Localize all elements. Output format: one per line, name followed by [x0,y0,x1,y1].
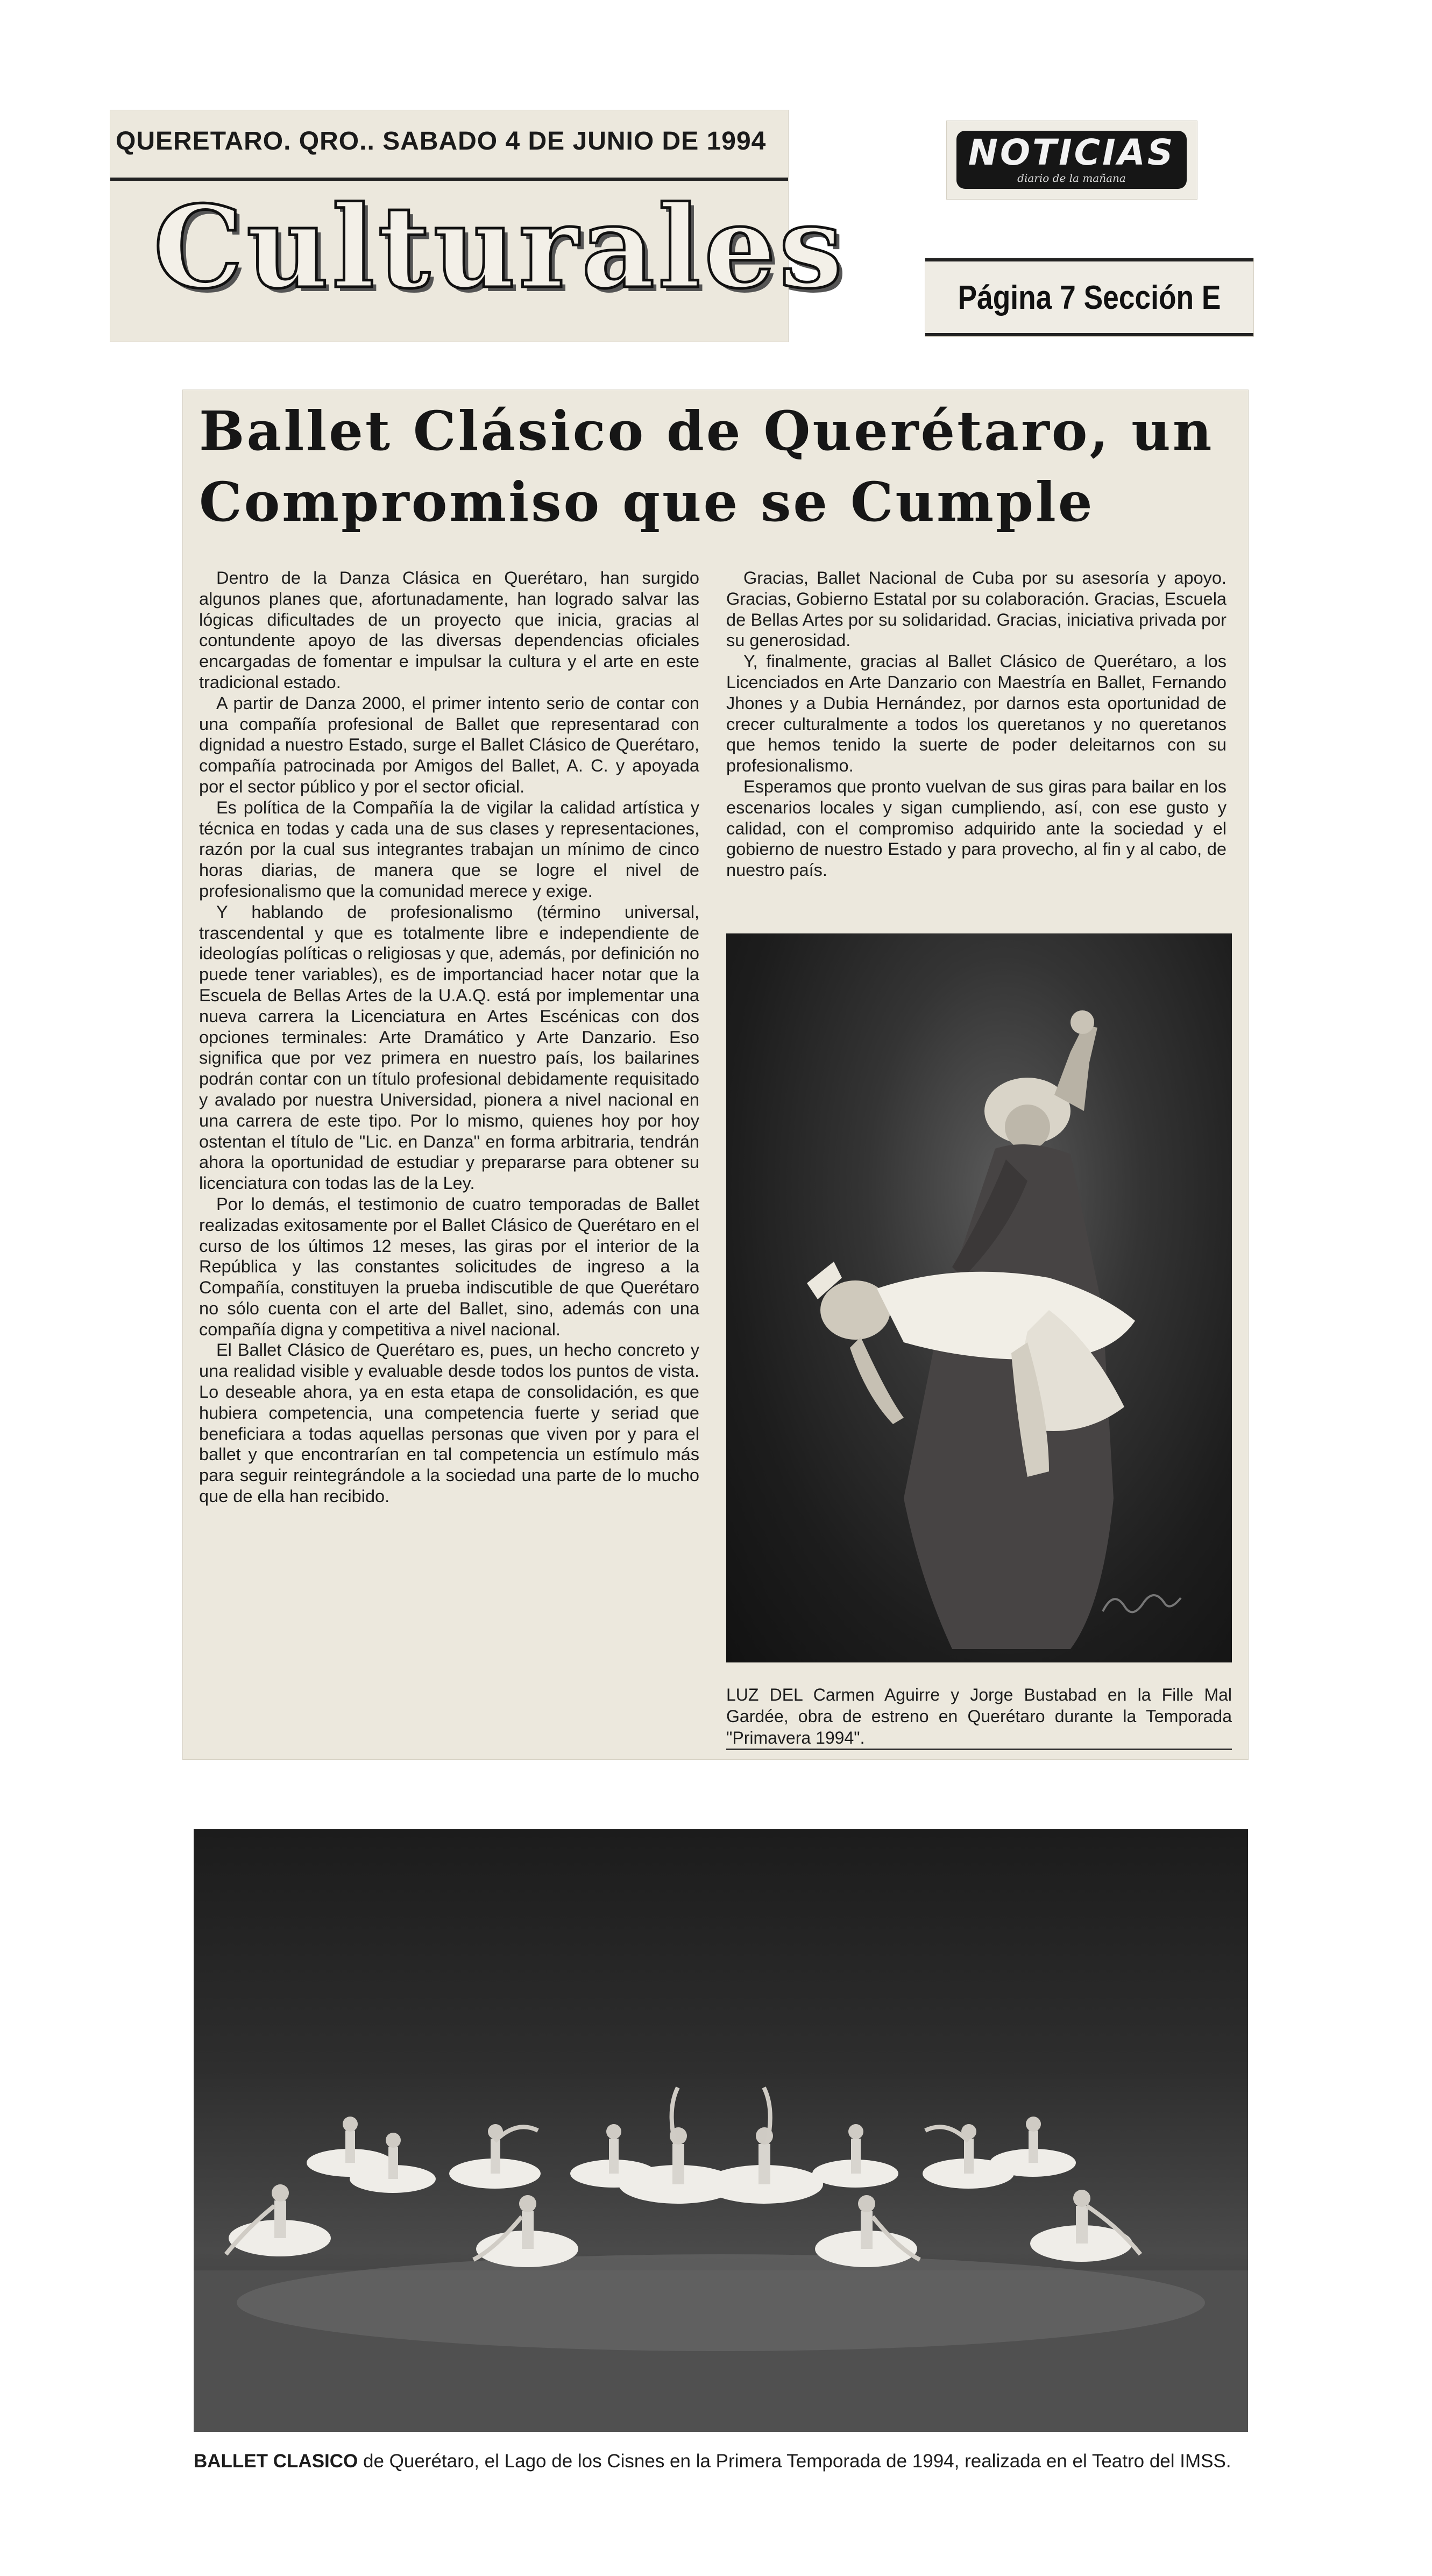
article-clipping [183,390,1248,1759]
article-paragraph: Dentro de la Danza Clásica en Querétaro, han surgido algunos planes que, afortunadamente, han logrado salvar las lógicas dificultades de un proyecto que inicia, gracias al contundente apoyo de las diversas dependencias oficiales encargadas de fomentar e impulsar la cultura y el arte en este tradicional estado. [199,568,699,692]
page-section-top-rule [925,258,1253,261]
page-section-bottom-rule [925,333,1253,336]
ballet-duet-photo [726,933,1232,1662]
bottom-photo-clipping [188,1829,1253,2475]
newspaper-logo-clipping [947,121,1197,199]
article-paragraph: Por lo demás, el testimonio de cuatro temporadas de Ballet realizadas exitosamente por el Ballet Clásico de Querétaro en el curso de los últimos 12 meses, las giras por el interior de la República y las constantes solicitudes de ingreso a la Compañía, constituyen la prueba indiscutible de que Querétaro no sólo cuenta con el arte del Ballet, sino, además con una compañía digna y competitiva a nivel nacional. [199,1194,699,1339]
article-paragraph: Y, finalmente, gracias al Ballet Clásico de Querétaro, a los Licenciados en Arte Danzario con Maestría en Ballet, Fernando Jhones y a Dubia Hernández, por darnos esta oportunidad de crecer culturalmente a todos los queretanos y no queretanos que hemos tenido la suerte de poder deleitarnos con su profesionalismo. [726,652,1227,776]
logo-tagline: diario de la mañana [1017,172,1126,185]
section-title: Culturales [153,181,846,314]
article-headline: Ballet Clásico de Querétaro, un Compromiso que se Cumple [199,399,1214,534]
swan-lake-illustration [194,1829,1248,2432]
article-right-column [726,568,1227,881]
article-bottom-rule [726,1749,1232,1750]
article-paragraph: El Ballet Clásico de Querétaro es, pues, un hecho concreto y una realidad visible y evaluable desde todos los puntos de vista. Lo deseable ahora, ya en esta etapa de consolidación, es que hubiera competencia, una competencia fuerte y seriad que beneficiara a todas aquellas personas que viven por y para el ballet y que encontrarían en tal competencia un estímulo más para seguir reintegrándole a la sociedad una parte de lo mucho que de ella han recibido. [199,1340,699,1506]
bottom-caption-lead: BALLET CLASICO [194,2451,358,2472]
header-clipping [110,110,846,342]
page-section-label: Página 7 Sección E [958,279,1221,316]
ballet-duet-illustration [726,933,1232,1662]
article-paragraph: Esperamos que pronto vuelvan de sus giras para bailar en los escenarios locales y sigan cumpliendo, así, con ese gusto y calidad, con el compromiso adquirido ante la sociedad y el gobierno de nuestro Estado y para provecho, al fin y al cabo, de nuestro país. [726,776,1227,880]
dateline: QUERETARO. QRO.. SABADO 4 DE JUNIO DE 1994 [116,127,767,155]
article-paragraph: Es política de la Compañía la de vigilar la calidad artística y técnica en todas y cada una de sus clases y representaciones, razón por la cual sus integrantes trabajan un mínimo de cinco horas diarias, de manera que se logre el nivel de profesionalismo que la comunidad merece y exige. [199,797,699,901]
article-paragraph: Y hablando de profesionalismo (término universal, trascendental y que es totalmente libre e independiente de ideologías políticas o religiosas y que, además, por definición no puede tener variables), es de importanciad hacer notar que la Escuela de Bellas Artes de la U.A.Q. está por implementar una nueva carrera la Licenciatura en Artes Escénicas con dos opciones terminales: Arte Dramático y Arte Danzario. Eso significa que por vez primera en nuestro país, los bailarines podrán contar con un título profesional debidamente requisitado y avalado por nuestra Universidad, pionera a nivel nacional en una carrera de este tipo. Por lo mismo, quienes hoy por hoy ostentan el título de "Lic. en Danza" en forma arbitraria, tendrán ahora la oportunidad de estudiar y prepararse para obtener su licenciatura con todas las de la Ley. [199,902,699,1193]
article-left-column [199,568,699,1507]
swan-lake-photo [194,1829,1248,2432]
newspaper-logo [956,131,1187,189]
bottom-photo-caption [194,2451,1259,2472]
bottom-caption-text: de Querétaro, el Lago de los Cisnes en la Primera Temporada de 1994, realizada en el Teatro del IMSS. [358,2451,1231,2472]
article-paragraph: A partir de Danza 2000, el primer intento serio de contar con una compañía profesional de Ballet que representarad con dignidad a nuestro Estado, surge el Ballet Clásico de Querétaro, compañía patrocinada por Amigos del Ballet, A. C. y apoyada por el sector público y por el sector oficial. [199,693,699,796]
page-section-clipping [925,258,1253,336]
logo-name: NOTICIAS [968,132,1175,173]
article-paragraph: Gracias, Ballet Nacional de Cuba por su asesoría y apoyo. Gracias, Gobierno Estatal por su colaboración. Gracias, Escuela de Bellas Artes por su solidaridad. Gracias, iniciativa privada por su generosidad. [726,568,1227,650]
photo-caption: LUZ DEL Carmen Aguirre y Jorge Bustabad en la Fille Mal Gardée, obra de estreno en Querétaro durante la Temporada "Primavera 1994". [726,1685,1232,1747]
